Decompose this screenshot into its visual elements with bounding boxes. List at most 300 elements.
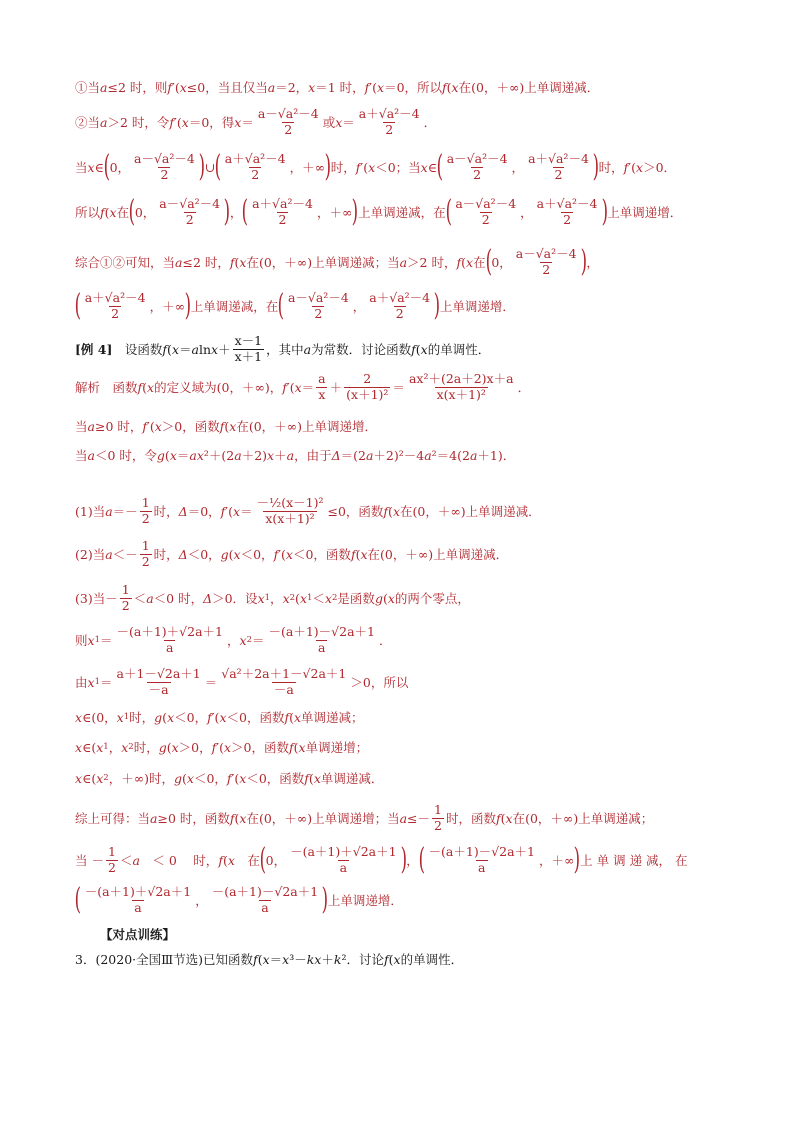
text-run: ＝ (240, 504, 253, 519)
fraction-denominator: 2 (121, 597, 130, 613)
math-variable: x (420, 341, 428, 357)
text-run: ＝ (176, 448, 190, 463)
text-run: ， (227, 633, 240, 648)
fraction-denominator: 2 (141, 553, 150, 569)
fraction-denominator: a (166, 639, 174, 655)
subscript: 1 (123, 712, 130, 722)
text-run: 3．(2020·全国Ⅲ节选)已知函数 (75, 952, 254, 967)
text-run: ( (167, 341, 172, 357)
text-run: ＝ (252, 633, 265, 648)
big-paren: ( (74, 288, 82, 323)
fraction-denominator: 2 (251, 166, 260, 182)
fraction-denominator: x(x＋1)² (436, 386, 486, 402)
text-run: ， (195, 893, 208, 908)
text-run: ∈( (82, 739, 97, 755)
text-run: 0， (265, 853, 287, 868)
fraction (367, 291, 432, 321)
math-variable: g (374, 590, 383, 606)
text-run: 当 (75, 448, 88, 463)
text-line (75, 576, 470, 620)
fraction (453, 197, 518, 227)
math-variable: x (233, 503, 241, 519)
text-run: ，＋∞ (316, 205, 353, 220)
math-variable: x (181, 114, 189, 130)
math-variable: a (105, 503, 113, 519)
math-variable: x (387, 590, 395, 606)
fraction-numerator: －(a＋1)＋√2a＋1 (290, 844, 397, 860)
math-variable: f (442, 79, 447, 95)
text-run: 在(0，＋∞)上单调递减； (512, 811, 654, 826)
text-run: ＜0；当 (375, 160, 421, 175)
text-run: 时， (153, 504, 179, 519)
text-run: ( (388, 951, 394, 967)
fraction-numerator: ax²＋(2a＋2)x＋a (408, 371, 514, 387)
big-paren: ) (324, 149, 332, 184)
fraction-denominator: 2 (141, 510, 150, 526)
math-variable: x (233, 546, 241, 562)
text-run: ＜ (133, 591, 147, 606)
math-variable: f (211, 739, 217, 755)
text-run: ′( (278, 546, 286, 562)
fraction-numerator: a－√a²－4 (159, 196, 221, 212)
text-run: ， (108, 740, 122, 755)
text-run: 则 (75, 633, 88, 648)
subscript: 2 (246, 635, 252, 645)
fraction-numerator: 1 (141, 495, 150, 511)
math-variable: x (368, 159, 376, 175)
text-run: 或 (322, 115, 336, 130)
text-run: ²＝4(2 (431, 448, 470, 463)
text-run: ′( (628, 159, 636, 175)
fraction-numerator: a＋√a²－4 (224, 151, 286, 167)
math-variable: f (207, 709, 212, 725)
fraction (535, 197, 600, 227)
math-variable: a (100, 114, 108, 130)
fraction-denominator: －a (148, 681, 169, 697)
math-variable: a (105, 546, 113, 562)
math-variable: f (289, 739, 294, 755)
text-run: ′( (216, 739, 224, 755)
fraction-denominator: 2 (284, 121, 293, 137)
fraction-denominator: 2 (185, 211, 194, 227)
text-run: 上单调递增． (607, 205, 683, 220)
big-paren: ( (485, 244, 492, 279)
text-run: ＜0，函数 (246, 771, 305, 786)
text-line (75, 489, 541, 533)
math-variable: f (220, 503, 226, 519)
math-variable: a (469, 447, 478, 463)
math-variable: x (171, 341, 179, 357)
math-variable: x (267, 447, 275, 463)
fraction (445, 152, 510, 182)
text-run: ′( (147, 418, 155, 434)
fraction-denominator: (x＋1)² (346, 386, 389, 402)
math-variable: a (399, 254, 408, 270)
text-run: (2)当 (75, 547, 106, 562)
text-run: ( (289, 709, 294, 725)
text-run: ＝0，所以 (384, 80, 443, 95)
text-run: ， (520, 205, 533, 220)
math-variable: x (282, 951, 290, 967)
math-variable: f (350, 546, 356, 562)
text-run: ＞0． (643, 160, 677, 175)
text-run: ＜0 时，令 (94, 448, 157, 463)
text-run: (1)当 (75, 504, 106, 519)
math-variable: a (365, 447, 374, 463)
text-run: ＋ (321, 952, 334, 967)
math-variable: x (87, 632, 95, 648)
fraction-numerator: 1 (434, 802, 442, 818)
fraction-denominator: 2 (111, 305, 120, 321)
math-variable: g (156, 447, 165, 463)
text-line (75, 796, 653, 840)
example-label: [例 4] (75, 342, 113, 357)
fraction-numerator: a－√a²－4 (134, 151, 195, 167)
subscript: 1 (94, 677, 100, 687)
fraction (357, 107, 422, 137)
text-run: 当 (75, 419, 88, 434)
text-run: 综上可得：当 (75, 811, 151, 826)
text-run: ( (446, 79, 452, 95)
text-run: ( (388, 503, 393, 519)
math-variable: f (304, 770, 309, 786)
text-run: ，＋∞ (289, 160, 326, 175)
big-paren: ) (351, 194, 359, 229)
math-variable: Δ (203, 590, 213, 606)
exercise-line (75, 937, 463, 981)
text-run: ln (198, 341, 212, 357)
fraction-denominator: 2 (385, 121, 394, 137)
math-variable: x (392, 503, 400, 519)
math-variable: x (299, 590, 307, 606)
math-variable: f (284, 709, 290, 725)
math-variable: x (285, 546, 293, 562)
text-run: ′( (369, 79, 377, 95)
text-run: ＜0， (240, 547, 274, 562)
fraction (132, 152, 197, 182)
fraction-numerator: a＋√a²－4 (252, 196, 313, 212)
text-run: ＞2 时，令 (107, 115, 170, 130)
text-run: 的单调性． (400, 952, 464, 967)
text-run: ， (229, 205, 243, 220)
text-run: ＝0，得 (188, 115, 235, 130)
fraction (115, 625, 225, 655)
math-variable: f (142, 418, 148, 434)
fraction (316, 372, 327, 402)
math-variable: x (75, 770, 83, 786)
text-run: ( (295, 590, 300, 606)
text-run: ( (355, 546, 361, 562)
math-variable: f (411, 341, 416, 357)
big-paren: ( (436, 149, 444, 184)
text-line (75, 618, 392, 662)
math-variable: a (303, 341, 312, 357)
text-line (75, 190, 682, 234)
math-variable: f (137, 379, 143, 395)
text-run: ＜0，函数 (292, 547, 351, 562)
fraction (233, 334, 265, 364)
text-run: ＋ (329, 380, 343, 395)
math-variable: x (420, 159, 428, 175)
fraction-numerator: 2 (363, 371, 372, 387)
fraction (210, 885, 320, 915)
math-variable: f (229, 254, 235, 270)
text-run: ＞0．设 (212, 591, 258, 606)
subscript: 2 (128, 742, 134, 752)
text-run: ，＋∞ (539, 853, 575, 868)
text-line (75, 240, 599, 284)
text-line (75, 365, 530, 409)
math-variable: x (298, 739, 306, 755)
text-run: ， (270, 591, 283, 606)
fraction-denominator: 2 (542, 261, 551, 277)
text-run: 单调递减； (301, 710, 364, 725)
math-variable: a (150, 810, 158, 826)
text-run: ＋2)²－4 (373, 448, 425, 463)
math-variable: a (286, 447, 295, 463)
text-run: ＜0， (174, 710, 208, 725)
math-variable: x (234, 114, 242, 130)
text-run: ∪ (204, 159, 216, 175)
math-variable: x (87, 159, 95, 175)
subscript: 2 (289, 593, 296, 603)
text-run: ． (517, 380, 531, 395)
big-paren: ) (433, 288, 441, 323)
text-run: 上单调递减，在 (190, 299, 279, 314)
text-run: ( (228, 546, 234, 562)
subscript: 2 (103, 773, 109, 783)
math-variable: f (162, 341, 168, 357)
text-run: ( (308, 770, 314, 786)
text-run: ≤－ (407, 811, 431, 826)
subscript: 1 (307, 593, 313, 603)
math-variable: kx (306, 951, 322, 967)
text-run: 在 (116, 205, 130, 220)
text-run: ． (423, 115, 437, 130)
math-variable: x (211, 341, 219, 357)
text-run: ，＋∞ (149, 299, 185, 314)
text-run: ＝ (342, 115, 355, 130)
math-variable: x (75, 739, 83, 755)
fraction (106, 845, 118, 875)
text-run: 在(0，＋∞)上单调递减． (400, 504, 541, 519)
math-variable: f (383, 951, 389, 967)
fraction-denominator: a (318, 639, 326, 655)
text-run: ³－ (289, 952, 307, 967)
math-variable: x (257, 590, 265, 606)
fraction-numerator: √a²＋2a＋1－√2a＋1 (221, 666, 347, 682)
text-run: ∈( (82, 770, 97, 786)
math-variable: x (171, 739, 179, 755)
text-run: 在 (234, 853, 260, 868)
math-variable: x (109, 204, 117, 220)
fraction-numerator: －(a＋1)＋√2a＋1 (84, 884, 192, 900)
math-variable: x (239, 810, 247, 826)
text-line (75, 100, 436, 144)
fraction (256, 107, 321, 137)
text-run: ＝ (100, 633, 113, 648)
math-variable: f (355, 159, 361, 175)
fraction-numerator: －(a＋1)＋√2a＋1 (116, 624, 223, 640)
fraction (267, 625, 377, 655)
text-run: 设函数 (112, 342, 163, 357)
big-paren: ( (214, 149, 222, 184)
fraction-numerator: x－1 (234, 333, 263, 349)
fraction-denominator: 2 (395, 305, 404, 321)
math-variable: f (623, 159, 629, 175)
text-run: ( (162, 709, 168, 725)
fraction-numerator: a＋√a²－4 (528, 151, 589, 167)
math-variable: f (100, 204, 105, 220)
math-variable: x (96, 739, 104, 755)
text-run: ，＋∞)时， (108, 771, 174, 786)
text-run: ( (224, 418, 230, 434)
big-paren: ( (418, 842, 425, 877)
text-run: ＝0， (187, 504, 221, 519)
math-variable: x (308, 79, 316, 95)
text-run: ． (379, 633, 392, 648)
fraction-denominator: 2 (434, 817, 442, 833)
math-variable: a (267, 79, 276, 95)
math-variable: a (424, 447, 432, 463)
big-paren: ( (128, 194, 136, 229)
math-variable: a (87, 418, 95, 434)
text-run: 的单调性． (427, 342, 491, 357)
fraction-numerator: a－√a²－4 (257, 106, 319, 122)
text-run: ， (586, 255, 599, 270)
text-run: ( (382, 590, 388, 606)
math-variable: f (364, 79, 370, 95)
text-run: ＜ 0 时， (139, 853, 219, 868)
fraction (526, 152, 591, 182)
text-run: 上单调递减，在 (358, 205, 446, 220)
text-run: ＋2) (241, 448, 268, 463)
math-variable: f (226, 770, 232, 786)
fraction-denominator: 2 (278, 211, 287, 227)
text-run: ＝1 时， (315, 80, 365, 95)
text-run: 上 单 调 递 减， 在 (580, 853, 688, 868)
math-variable: f (167, 79, 173, 95)
text-run: 在(0，＋∞)上单调递增． (236, 419, 377, 434)
fraction (344, 372, 390, 402)
text-run: ＞0， (178, 740, 212, 755)
fraction-denominator: 2 (481, 211, 490, 227)
fraction-numerator: a＋√a²－4 (358, 106, 420, 122)
math-variable: f (383, 503, 389, 519)
subscript: 2 (332, 593, 338, 603)
text-run: ＝ (204, 675, 218, 690)
math-variable: a (399, 810, 408, 826)
text-run: ＝－ (112, 504, 138, 519)
text-run: ＋1)． (477, 448, 516, 463)
math-variable: x (227, 852, 235, 868)
fraction (286, 291, 351, 321)
math-variable: a (191, 341, 199, 357)
big-paren: ) (184, 288, 192, 323)
fraction (83, 885, 193, 915)
math-variable: x (466, 254, 474, 270)
text-run: ＜0 时， (153, 591, 204, 606)
math-variable: g (154, 709, 163, 725)
math-variable: x (262, 951, 270, 967)
text-run: ＋ (274, 448, 287, 463)
math-variable: x (360, 546, 368, 562)
text-run: ( (166, 739, 172, 755)
fraction-denominator: x(x＋1)² (265, 510, 315, 526)
fraction-denominator: 2 (314, 305, 323, 321)
text-run: ＝ (179, 342, 192, 357)
math-variable: a (87, 447, 95, 463)
text-run: ≥0 时， (94, 419, 143, 434)
subscript: 1 (264, 593, 271, 603)
text-run: 所以 (75, 205, 101, 220)
math-variable: x (116, 709, 124, 725)
text-run: 在(0，＋∞)上单调递减；当 (246, 255, 400, 270)
math-variable: f (496, 810, 501, 826)
math-variable: x (75, 709, 83, 725)
math-variable: f (282, 379, 287, 395)
fraction-numerator: a＋√a²－4 (536, 196, 598, 212)
fraction (432, 803, 444, 833)
text-run: ( (164, 447, 170, 463)
subscript: 1 (103, 742, 109, 752)
fraction-numerator: 1 (141, 538, 150, 554)
math-variable: f (253, 951, 258, 967)
fraction-denominator: 2 (563, 211, 572, 227)
math-variable: x (186, 770, 194, 786)
math-variable: f (169, 114, 175, 130)
text-run: ＋ (218, 342, 231, 357)
math-variable: x (324, 590, 332, 606)
text-run: 由 (75, 675, 88, 690)
text-run: 当 － (75, 853, 104, 868)
text-line (75, 532, 508, 576)
example-label: 【对点训练】 (100, 927, 176, 942)
big-paren: ( (445, 194, 452, 229)
fraction (140, 496, 152, 526)
text-run: 单调递减． (320, 771, 384, 786)
fraction-denominator: x＋1 (234, 348, 263, 364)
text-run: ≥0 时，函数 (157, 811, 230, 826)
fraction-numerator: 1 (121, 582, 130, 598)
text-run: ＜－ (112, 547, 138, 562)
math-variable: x (121, 739, 129, 755)
math-variable: x (96, 770, 104, 786)
big-paren: ) (321, 882, 329, 917)
fraction (157, 197, 222, 227)
text-run: 上单调递增． (327, 893, 403, 908)
text-run: ＝ (100, 675, 113, 690)
text-run: ( (142, 379, 148, 395)
text-run: ∈ (94, 159, 104, 175)
math-variable: x (293, 709, 302, 725)
fraction-numerator: a－√a²－4 (287, 290, 349, 306)
text-run: ( (222, 852, 228, 868)
fraction (219, 667, 348, 697)
big-paren: ( (242, 194, 249, 229)
text-run: ≤2 时， (182, 255, 230, 270)
fraction-numerator: a－√a²－4 (515, 246, 577, 262)
text-run: 时， (598, 160, 624, 175)
big-paren: ) (574, 842, 581, 877)
text-run: ′( (174, 114, 182, 130)
text-run: ( (234, 810, 240, 826)
text-run: 0， (491, 255, 512, 270)
math-variable: g (220, 546, 229, 562)
fraction-denominator: 2 (107, 859, 116, 875)
math-variable: x (179, 79, 187, 95)
text-run: ＜ (312, 591, 325, 606)
